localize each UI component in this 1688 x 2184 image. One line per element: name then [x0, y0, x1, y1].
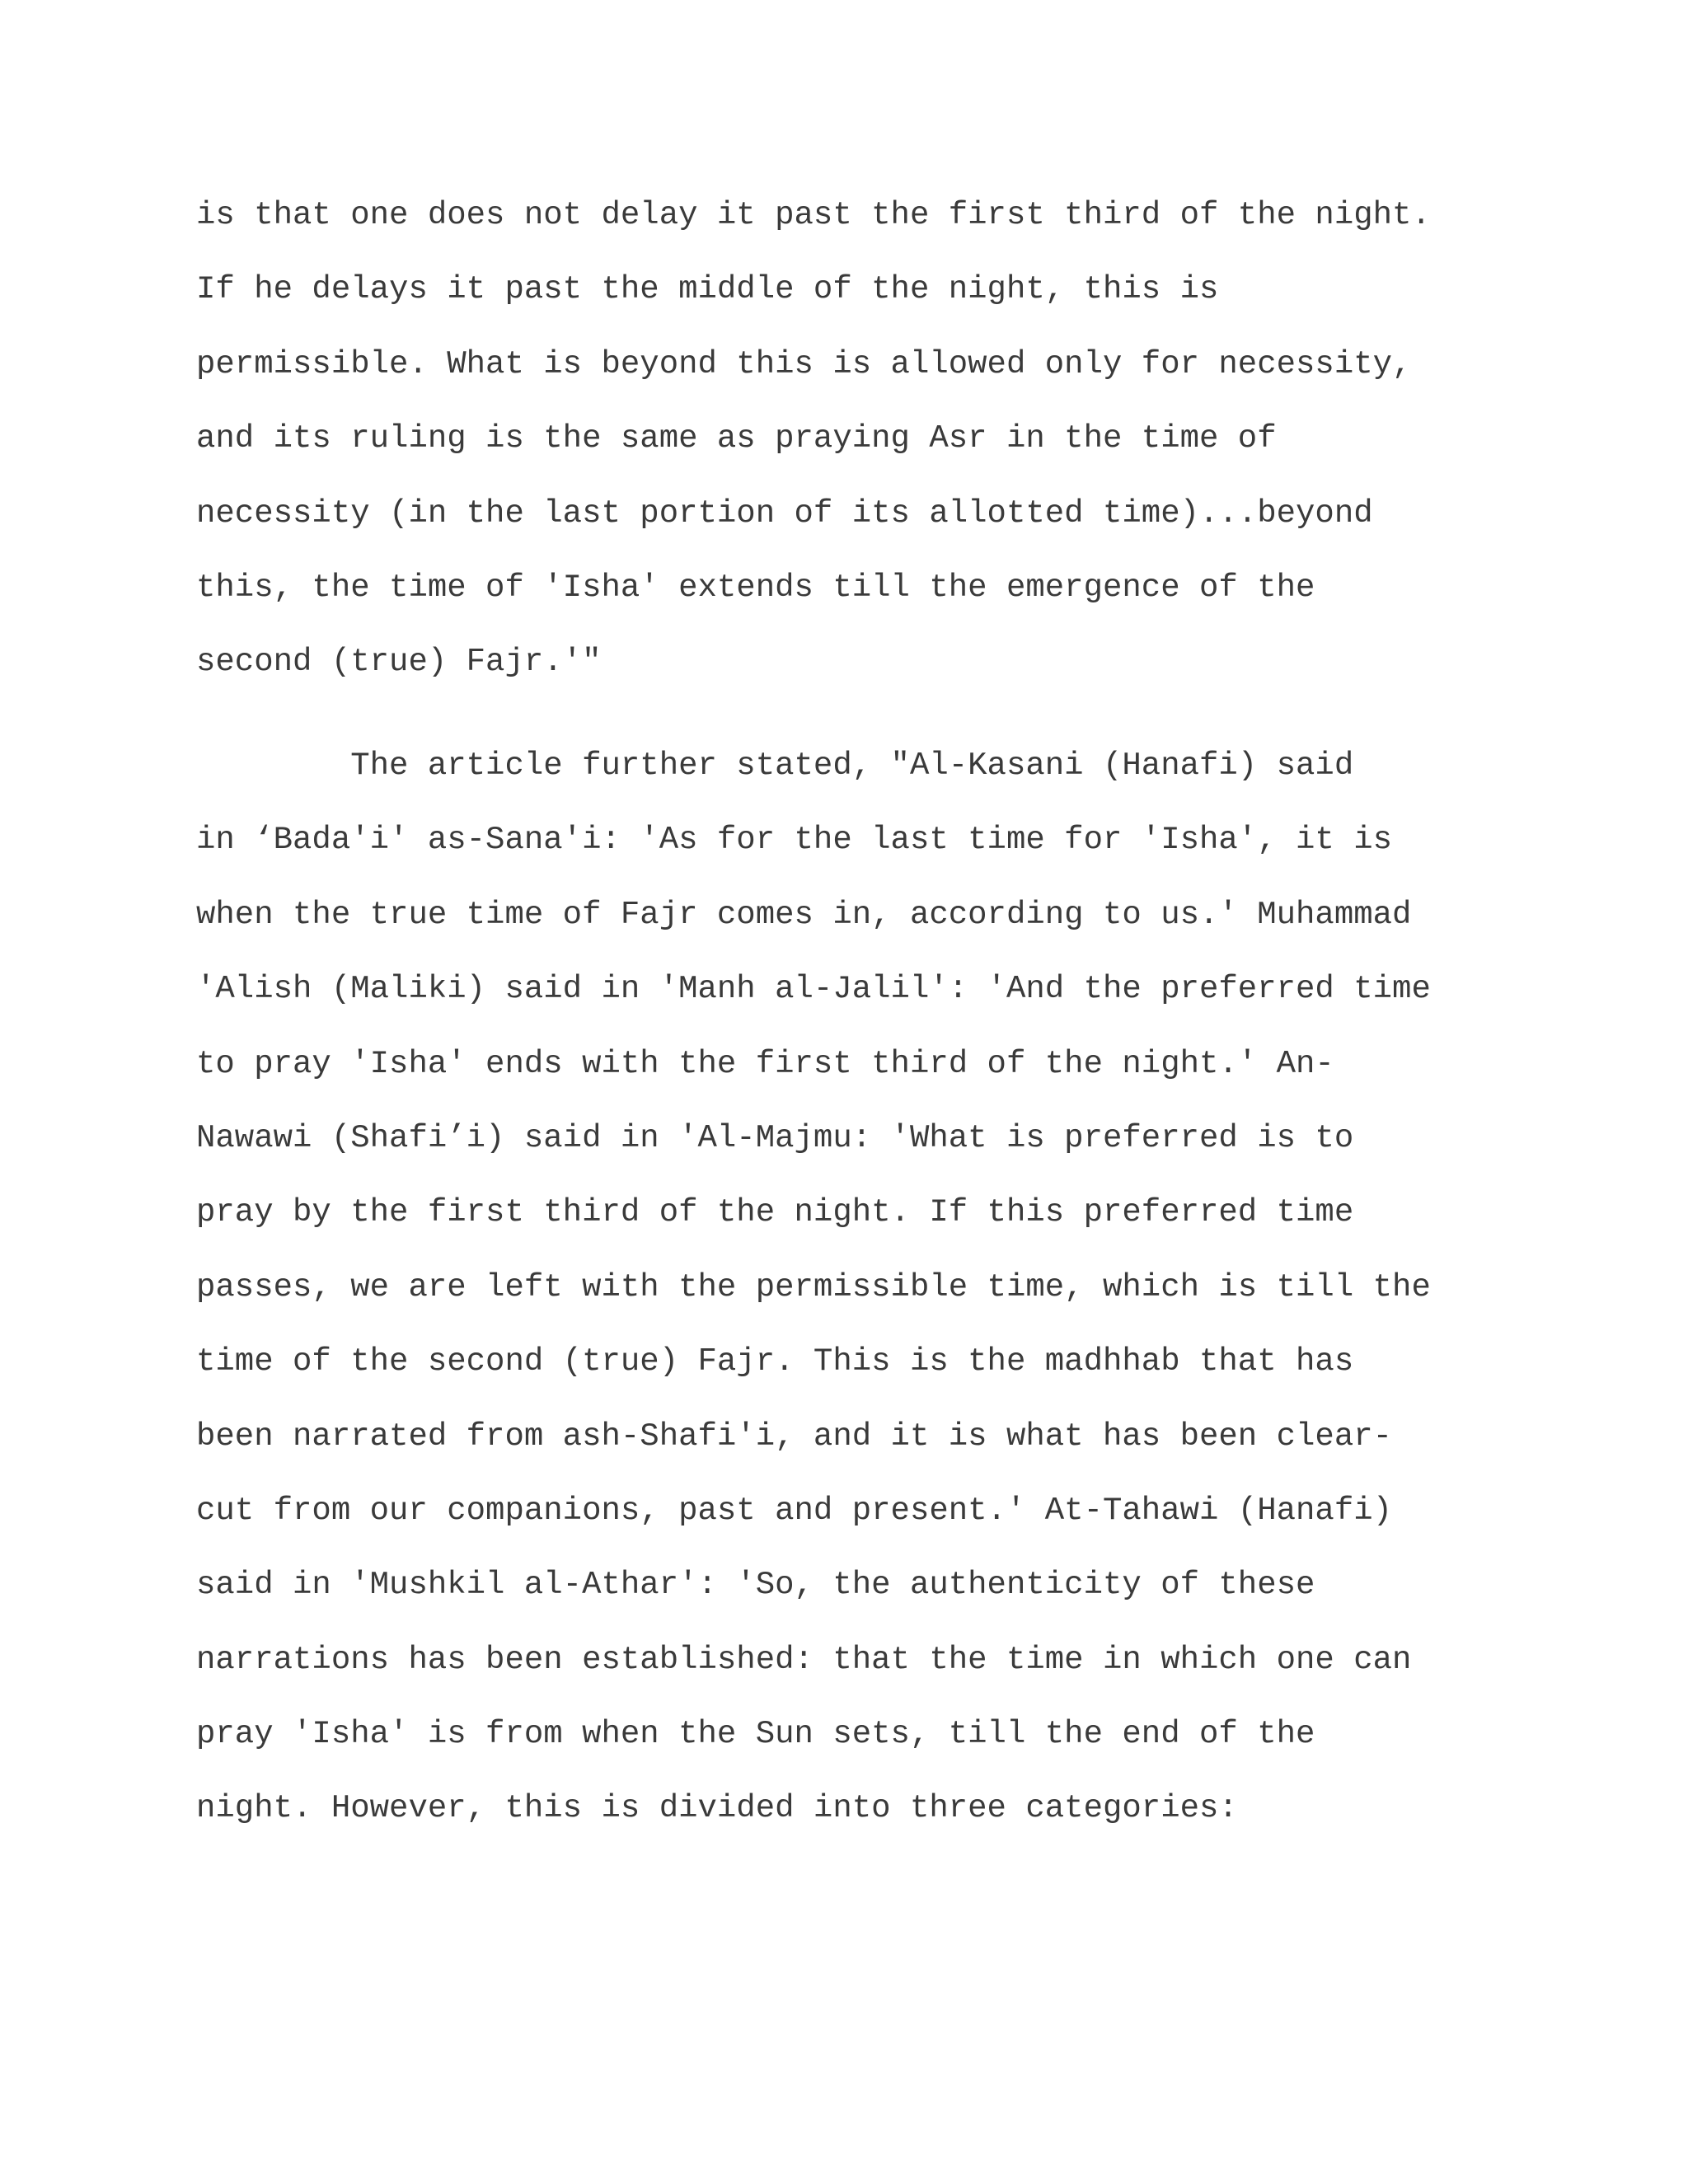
text-line: to pray 'Isha' ends with the first third of the night.' An-	[196, 1045, 1334, 1082]
paragraph-continuation	[196, 178, 1431, 700]
text-line: pray by the first third of the night. If this preferred time	[196, 1194, 1354, 1231]
text-line: when the true time of Fajr comes in, according to us.' Muhammad	[196, 896, 1412, 933]
text-line: this, the time of 'Isha' extends till the emergence of the	[196, 569, 1315, 606]
text-line: If he delays it past the middle of the night, this is	[196, 271, 1219, 308]
text-line: passes, we are left with the permissible time, which is till the	[196, 1268, 1431, 1305]
text-line: been narrated from ash-Shafi'i, and it is what has been clear-	[196, 1418, 1393, 1455]
text-line: night. However, this is divided into three categories:	[196, 1790, 1238, 1827]
text-line: in ‘Bada'i' as-Sana'i: 'As for the last time for 'Isha', it is	[196, 822, 1393, 859]
text-line: time of the second (true) Fajr. This is the madhhab that has	[196, 1343, 1354, 1380]
text-line: The article further stated, "Al-Kasani (Hanafi) said	[196, 748, 1354, 784]
text-line: said in 'Mushkil al-Athar': 'So, the authenticity of these	[196, 1567, 1315, 1604]
paragraph-article-quote	[196, 729, 1431, 1846]
text-line: 'Alish (Maliki) said in 'Manh al-Jalil': 'And the preferred time	[196, 971, 1431, 1008]
text-line: second (true) Fajr.'"	[196, 644, 602, 681]
text-line: cut from our companions, past and present.' At-Tahawi (Hanafi)	[196, 1492, 1393, 1529]
text-line: permissible. What is beyond this is allowed only for necessity,	[196, 345, 1412, 382]
text-line: and its ruling is the same as praying Asr in the time of	[196, 420, 1277, 457]
text-line: narrations has been established: that the time in which one can	[196, 1641, 1412, 1678]
text-line: pray 'Isha' is from when the Sun sets, till the end of the	[196, 1716, 1315, 1753]
text-line: Nawawi (Shafi’i) said in 'Al-Majmu: 'What is preferred is to	[196, 1119, 1354, 1156]
text-line: is that one does not delay it past the first third of the night.	[196, 197, 1431, 233]
text-line: necessity (in the last portion of its allotted time)...beyond	[196, 494, 1373, 532]
